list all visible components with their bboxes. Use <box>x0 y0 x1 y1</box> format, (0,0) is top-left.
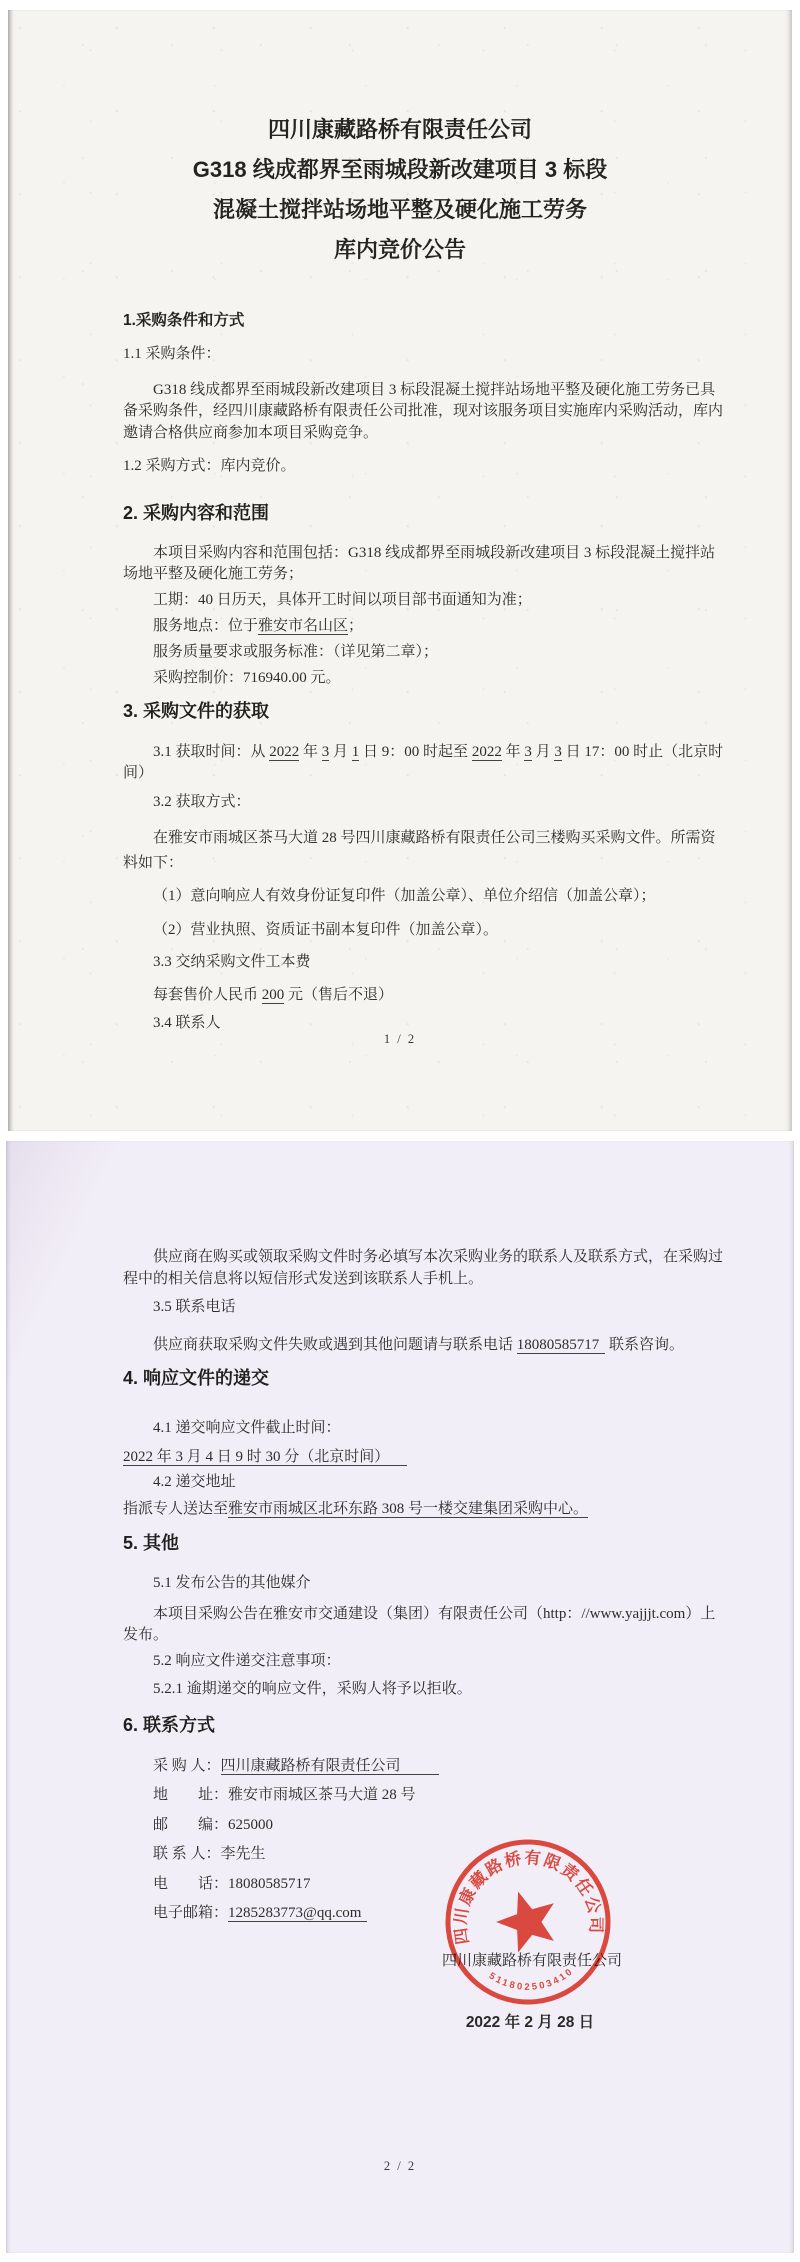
line-control-price: 采购控制价：716940.00 元。 <box>153 669 341 686</box>
title-line-company: 四川康藏路桥有限责任公司 <box>267 117 532 142</box>
time-day-end: 3 <box>554 743 562 760</box>
time-text: 月 <box>531 743 555 760</box>
time-year-start: 2022 <box>269 743 300 760</box>
contact-label: 采 购 人： <box>153 1757 221 1774</box>
page-2-number: 2 / 2 <box>383 2159 417 2173</box>
para-3-2: 在雅安市雨城区茶马大道 28 号四川康藏路桥有限责任公司三楼购买采购文件。所需资料如下： <box>123 830 716 871</box>
requirement-1: （1）意向响应人有效身份证复印件（加盖公章）、单位介绍信（加盖公章）； <box>153 888 656 904</box>
phone-para-suffix: 联系咨询。 <box>605 1336 685 1353</box>
purchaser-name-underlined: 四川康藏路桥有限责任公司 <box>221 1758 439 1775</box>
location-prefix: 服务地点：位于 <box>153 617 259 634</box>
time-month-end: 3 <box>524 743 532 760</box>
time-text: 月 <box>329 743 352 760</box>
item-3-4: 3.4 联系人 <box>153 1015 221 1031</box>
item-4-1: 4.1 递交响应文件截止时间： <box>153 1420 341 1436</box>
contact-row-purchaser <box>123 1756 729 1778</box>
contact-block <box>123 1756 729 1925</box>
time-day-start: 1 <box>351 743 360 760</box>
delivery-address-underlined: 雅安市雨城区北环东路 308 号一楼交建集团采购中心。 <box>228 1500 589 1517</box>
contact-value: 625000 <box>228 1816 274 1833</box>
page-2 <box>6 1141 794 2253</box>
item-3-3: 3.3 交纳采购文件工本费 <box>153 954 311 970</box>
line-fee <box>123 985 730 1007</box>
line-location <box>123 616 730 637</box>
time-text: 日 9：00 时起至 <box>359 743 472 760</box>
time-text: 年 <box>299 743 322 760</box>
para-5-1-media: 本项目采购公告在雅安市交通建设（集团）有限责任公司（http：//www.yajjjt.com）上发布。 <box>123 1605 716 1643</box>
line-delivery <box>123 1499 729 1521</box>
item-3-2: 3.2 获取方式： <box>153 793 251 810</box>
seal-code-arc-text: 511802503410 <box>486 1965 577 1993</box>
contact-row-postcode <box>123 1815 729 1837</box>
item-5-2: 5.2 响应文件递交注意事项： <box>153 1652 341 1669</box>
contact-row-email <box>123 1903 729 1925</box>
item-3-5: 3.5 联系电话 <box>153 1299 236 1315</box>
contact-label: 电 话： <box>153 1875 229 1892</box>
location-suffix: ； <box>348 617 364 634</box>
item-1-1: 1.1 采购条件： <box>123 346 221 362</box>
page-2-content <box>6 1141 794 1925</box>
signature-company: 四川康藏路桥有限责任公司 <box>441 1953 622 1969</box>
para-3-5-phone <box>123 1335 729 1357</box>
para-1-1: G318 线成都界至雨城段新改建项目 3 标段混凝土搅拌站场地平整及硬化施工劳务已具备采购条件，经四川康藏路桥有限责任公司批准，现对该服务项目实施库内采购活动，库内邀请合格供应商参加本项目采购竞争。 <box>123 381 724 441</box>
line-duration: 工期：40 日历天，具体开工时间以项目部书面通知为准； <box>153 591 532 608</box>
time-month-start: 3 <box>321 743 330 760</box>
time-year-end: 2022 <box>471 743 502 760</box>
contact-row-address <box>123 1785 729 1807</box>
fee-amount-underlined: 200 <box>261 986 285 1003</box>
title-line-announcement: 库内竞价公告 <box>333 237 466 262</box>
deadline-underlined: 2022 年 3 月 4 日 9 时 30 分（北京时间） <box>123 1449 407 1466</box>
seal-graphic <box>438 1832 618 2012</box>
fee-suffix: 元（售后不退） <box>284 986 394 1003</box>
para-contact-notice: 供应商在购买或领取采购文件时务必填写本次采购业务的联系人及联系方式，在采购过程中的相关信息将以短信形式发送到该联系人手机上。 <box>123 1249 724 1287</box>
company-seal-stamp <box>438 1832 618 2012</box>
contact-row-phone <box>123 1874 729 1896</box>
section-6-heading: 6. 联系方式 <box>123 1714 216 1735</box>
contact-row-person <box>123 1844 729 1866</box>
section-4-heading: 4. 响应文件的递交 <box>123 1368 270 1388</box>
title-line-project: G318 线成都界至雨城段新改建项目 3 标段 <box>192 157 608 182</box>
page-1 <box>8 10 792 1131</box>
item-1-2: 1.2 采购方式：库内竞价。 <box>123 458 296 474</box>
document-title <box>10 110 790 270</box>
time-text: 3.1 获取时间：从 <box>153 743 270 760</box>
contact-label: 联 系 人： <box>153 1846 221 1862</box>
section-3-heading: 3. 采购文件的获取 <box>123 700 270 721</box>
contact-value: 雅安市雨城区茶马大道 28 号 <box>228 1787 416 1803</box>
requirement-2: （2）营业执照、资质证书副本复印件（加盖公章）。 <box>153 921 499 938</box>
seal-star-icon <box>489 1882 565 1956</box>
time-text: 年 <box>501 743 525 760</box>
seal-company-arc-text: 四川康藏路桥有限责任公司 <box>451 1848 605 1946</box>
fee-prefix: 每套售价人民币 <box>153 986 262 1003</box>
section-5-heading: 5. 其他 <box>123 1533 180 1553</box>
page-1-number: 1 / 2 <box>383 1032 417 1046</box>
help-phone-underlined: 18080585717 <box>517 1337 606 1354</box>
para-2-scope: 本项目采购内容和范围包括：G318 线成都界至雨城段新改建项目 3 标段混凝土搅拌站场地平整及硬化施工劳务； <box>123 544 716 582</box>
contact-value: 18080585717 <box>228 1875 311 1892</box>
contact-value: 李先生 <box>220 1846 266 1862</box>
delivery-prefix: 指派专人送达至 <box>123 1500 229 1517</box>
section-2-heading: 2. 采购内容和范围 <box>123 502 270 523</box>
title-line-service: 混凝土搅拌站场地平整及硬化施工劳务 <box>212 197 587 222</box>
contact-label: 电子邮箱： <box>153 1905 229 1921</box>
item-4-2: 4.2 递交地址 <box>153 1474 236 1490</box>
location-place-underlined: 雅安市名山区 <box>258 617 349 634</box>
item-5-1: 5.1 发布公告的其他媒介 <box>153 1575 311 1591</box>
line-quality: 服务质量要求或服务标准：（详见第二章）； <box>153 643 439 660</box>
item-5-2-1: 5.2.1 逾期递交的响应文件，采购人将予以拒收。 <box>153 1681 472 1697</box>
section-1-heading: 1.采购条件和方式 <box>123 312 245 329</box>
phone-para-prefix: 供应商获取采购文件失败或遇到其他问题请与联系电话 <box>153 1336 517 1353</box>
contact-label: 邮 编： <box>153 1816 229 1833</box>
signature-date: 2022 年 2 月 28 日 <box>465 2014 595 2031</box>
page-1-content <box>8 10 792 1035</box>
time-text: 日 17：00 时止（北京时间） <box>123 743 724 781</box>
contact-label: 地 址： <box>153 1787 229 1803</box>
email-underlined: 1285283773@qq.com <box>228 1905 367 1922</box>
line-deadline <box>123 1447 729 1469</box>
item-3-1-time <box>123 742 730 785</box>
